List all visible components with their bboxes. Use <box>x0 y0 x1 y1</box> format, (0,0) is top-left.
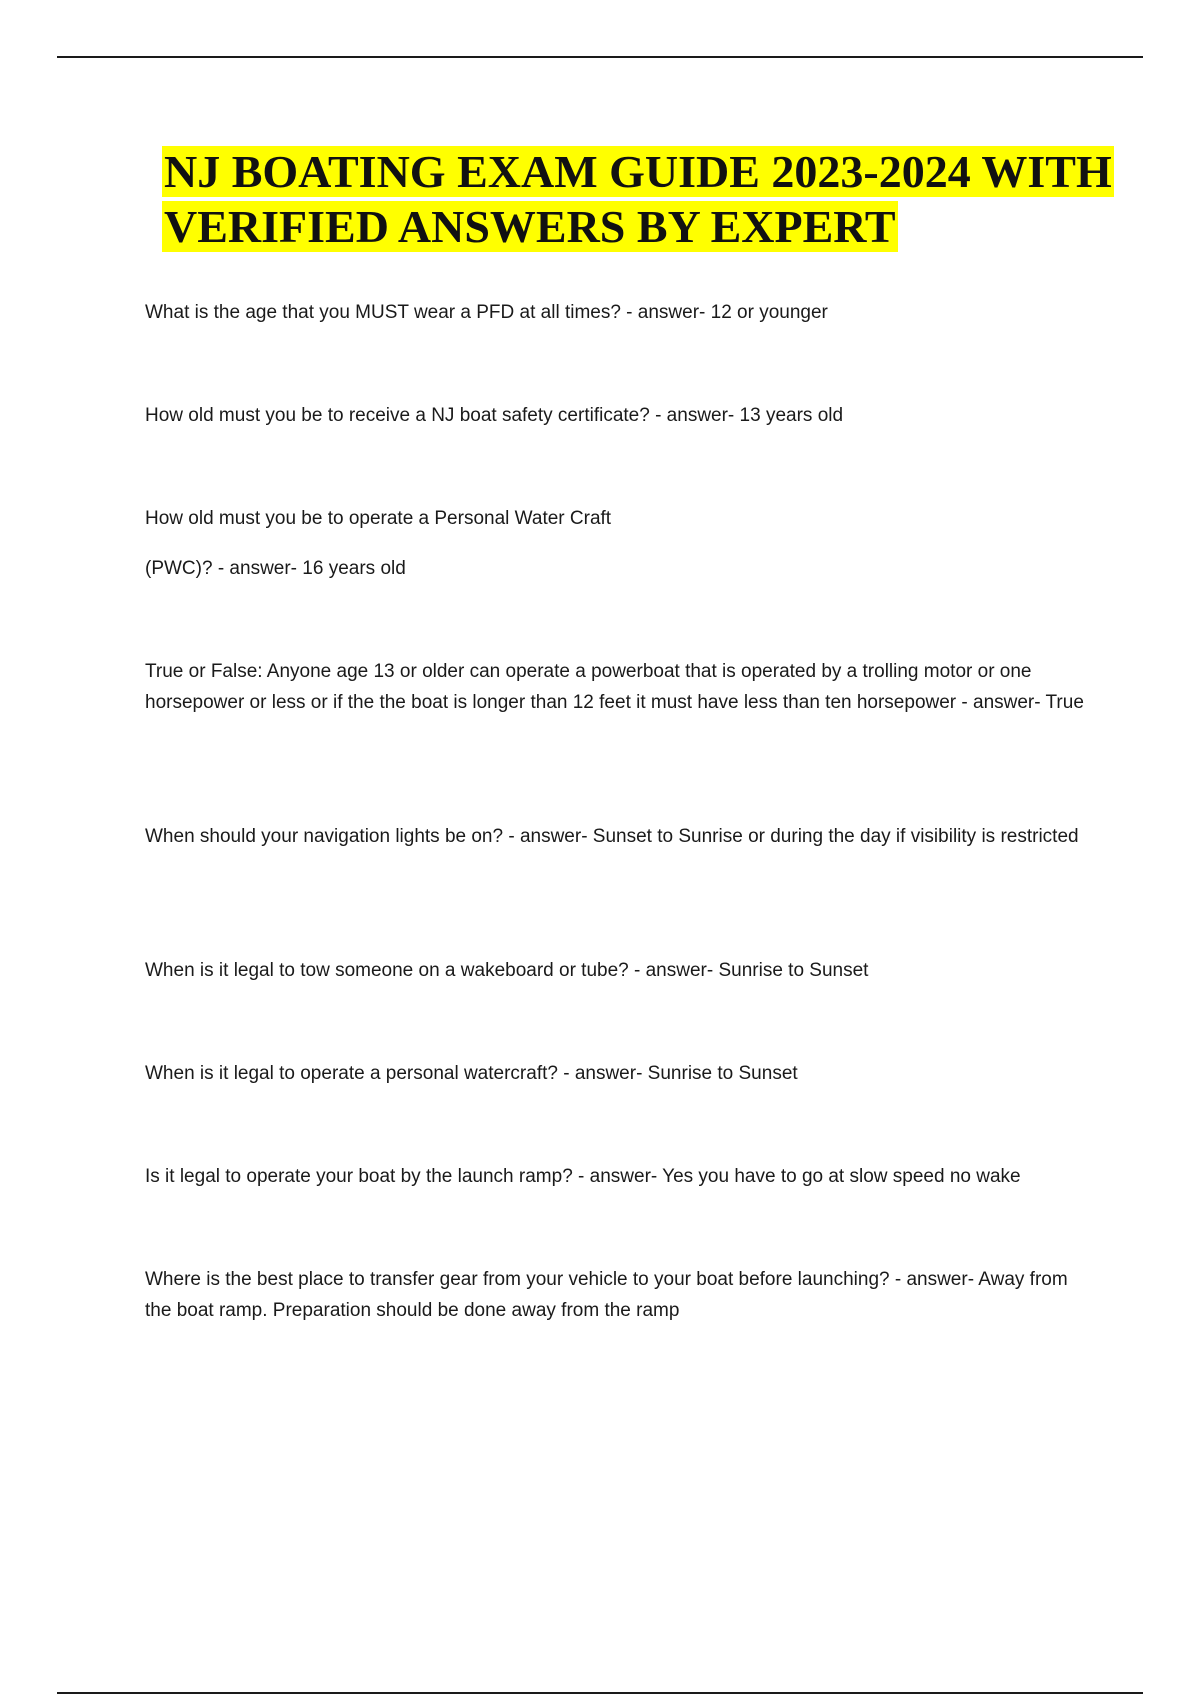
document-title <box>162 144 1172 254</box>
qa-item-1 <box>145 297 1085 328</box>
qa-text: How old must you be to operate a Personal Water Craft <box>145 508 612 529</box>
qa-text: True or False: Anyone age 13 or older can operate a powerboat that is operated by a trolling motor or one horsepower or less or if the the boat is longer than 12 feet it must have less than ten horsepower - answer- True <box>145 661 1084 713</box>
qa-item-9 <box>145 1264 1085 1326</box>
qa-text: Is it legal to operate your boat by the launch ramp? - answer- Yes you have to go at slow speed no wake <box>145 1166 1021 1187</box>
qa-text: When should your navigation lights be on? - answer- Sunset to Sunrise or during the day if visibility is restricted <box>145 826 1079 847</box>
top-rule <box>57 56 1143 58</box>
qa-text: What is the age that you MUST wear a PFD at all times? - answer- 12 or younger <box>145 302 828 323</box>
qa-text: Where is the best place to transfer gear from your vehicle to your boat before launching? - answer- Away from the boat ramp. Preparation should be done away from the ramp <box>145 1269 1068 1321</box>
qa-item-2 <box>145 400 1085 431</box>
title-line-2: VERIFIED ANSWERS BY EXPERT <box>164 201 896 252</box>
qa-text: How old must you be to receive a NJ boat safety certificate? - answer- 13 years old <box>145 405 844 426</box>
qa-item-7 <box>145 1058 1085 1089</box>
qa-text: When is it legal to operate a personal watercraft? - answer- Sunrise to Sunset <box>145 1063 798 1084</box>
title-line-1: NJ BOATING EXAM GUIDE 2023-2024 WITH <box>164 146 1112 197</box>
qa-item-8 <box>145 1161 1085 1192</box>
qa-item-6 <box>145 955 1085 986</box>
qa-item-3 <box>145 503 1085 584</box>
qa-item-5 <box>145 821 1085 852</box>
bottom-rule <box>57 1692 1143 1694</box>
qa-text: When is it legal to tow someone on a wakeboard or tube? - answer- Sunrise to Sunset <box>145 960 869 981</box>
qa-text: (PWC)? - answer- 16 years old <box>145 558 406 579</box>
qa-item-4 <box>145 656 1085 718</box>
